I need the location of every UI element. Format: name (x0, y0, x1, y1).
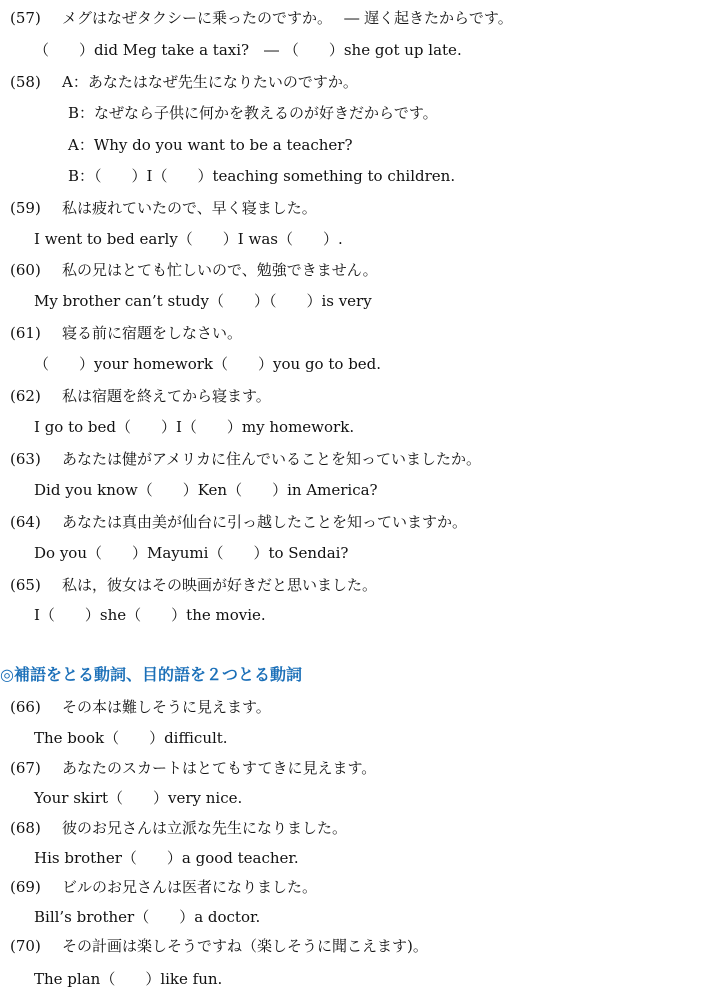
question-number: (61) (10, 324, 41, 342)
question-line (10, 198, 317, 218)
line-text: A：Why do you want to be a teacher? (68, 136, 353, 154)
line-text: あなたは真由美が仙台に引っ越したことを知っていますか。 (62, 513, 468, 531)
answer-line (34, 417, 354, 437)
answer-line (34, 291, 372, 311)
question-line (10, 72, 358, 92)
question-line (10, 386, 271, 406)
answer-line (68, 103, 438, 123)
question-line (10, 575, 377, 595)
line-text: 私は宿題を終えてから寝ます。 (62, 387, 271, 405)
line-text: （ ）your homework（ ）you go to bed. (34, 355, 382, 373)
question-line (10, 697, 271, 717)
line-text: Bill’s brother（ ）a doctor. (34, 908, 261, 926)
answer-line (34, 848, 299, 868)
line-text: その計画は楽しそうですね（楽しそうに聞こえます)。 (62, 937, 428, 955)
line-text: 彼のお兄さんは立派な先生になりました。 (62, 819, 348, 837)
line-text: あなたのスカートはとてもすてきに見えます。 (62, 759, 377, 777)
line-text: Did you know（ ）Ken（ ）in America? (34, 481, 378, 499)
question-line (10, 818, 347, 838)
question-line (10, 758, 376, 778)
question-number: (65) (10, 576, 41, 594)
line-text: I went to bed early（ ）I was（ ）. (34, 230, 343, 248)
line-text: 私は疲れていたので、早く寝ました。 (62, 199, 317, 217)
question-number: (62) (10, 387, 41, 405)
line-text: His brother（ ）a good teacher. (34, 849, 299, 867)
question-number: (68) (10, 819, 41, 837)
answer-line (34, 788, 242, 808)
line-text: その本は難しそうに見えます。 (62, 698, 271, 716)
line-text: メグはなぜタクシーに乗ったのですか。 ― 遅く起きたからです。 (62, 9, 513, 27)
line-text: 寝る前に宿題をしなさい。 (62, 324, 243, 342)
line-text: 私の兄はとても忙しいので、勉強できません。 (62, 261, 378, 279)
line-text: あなたは健がアメリカに住んでいることを知っていましたか。 (62, 450, 481, 468)
answer-line (34, 40, 462, 60)
line-text: A：あなたはなぜ先生になりたいのですか。 (62, 73, 358, 91)
line-text: Do you（ ）Mayumi（ ）to Sendai? (34, 544, 349, 562)
answer-line (68, 166, 455, 186)
answer-line (68, 135, 353, 155)
line-text: 私は，彼女はその映画が好きだと思いました。 (62, 576, 378, 594)
question-line (10, 877, 317, 897)
line-text: The book（ ）difficult. (34, 729, 228, 747)
line-text: The plan（ ）like fun. (34, 970, 223, 988)
answer-line (34, 605, 266, 625)
question-line (10, 8, 513, 28)
answer-line (34, 354, 381, 374)
line-text: My brother can’t study（ ）（ ）is very (34, 292, 372, 310)
question-line (10, 512, 467, 532)
answer-line (34, 229, 343, 249)
question-number: (64) (10, 513, 41, 531)
question-number: (59) (10, 199, 41, 217)
answer-line (34, 543, 348, 563)
line-text: ビルのお兄さんは医者になりました。 (62, 878, 318, 896)
answer-line (34, 907, 260, 927)
question-number: (58) (10, 73, 41, 91)
question-number: (63) (10, 450, 41, 468)
section-heading: ◎補語をとる動詞、目的語を２つとる動詞 (0, 665, 302, 684)
answer-line (34, 728, 228, 748)
line-text: （ ）did Meg take a taxi? ― （ ）she got up late. (34, 41, 462, 59)
question-number: (66) (10, 698, 41, 716)
question-number: (69) (10, 878, 41, 896)
question-line (10, 936, 428, 956)
question-line (10, 449, 481, 469)
question-line (10, 260, 378, 280)
line-text: Your skirt（ ）very nice. (34, 789, 243, 807)
question-number: (67) (10, 759, 41, 777)
question-line (10, 323, 242, 343)
question-number: (57) (10, 9, 41, 27)
question-number: (60) (10, 261, 41, 279)
question-number: (70) (10, 937, 41, 955)
line-text: B：（ ）I（ ）teaching something to children. (68, 167, 456, 185)
line-text: I go to bed（ ）I（ ）my homework. (34, 418, 355, 436)
line-text: B：なぜなら子供に何かを教えるのが好きだからです。 (68, 104, 438, 122)
line-text: I（ ）she（ ）the movie. (34, 606, 266, 624)
answer-line (34, 480, 378, 500)
answer-line (34, 969, 222, 989)
